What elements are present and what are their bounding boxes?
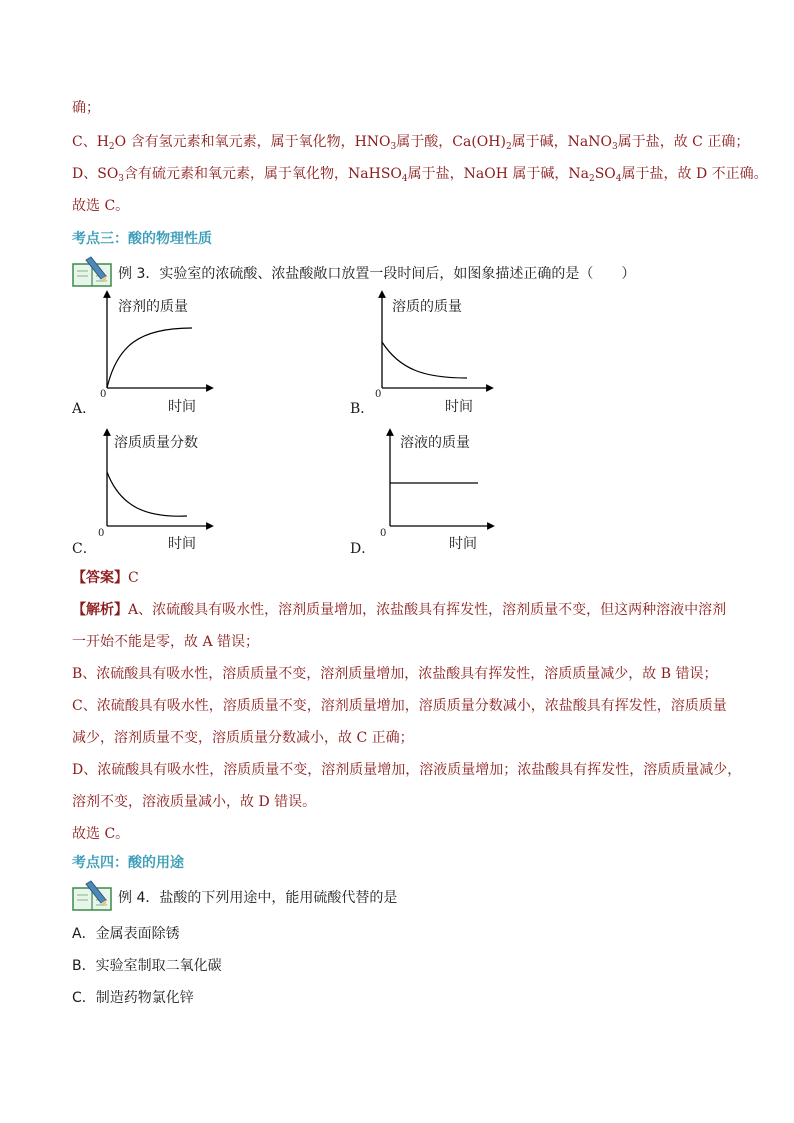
example-3-question: 例 3．实验室的浓硫酸、浓盐酸敞口放置一段时间后，如图象描述正确的是（ ） bbox=[118, 266, 636, 282]
section-heading-3: 考点三：酸的物理性质 bbox=[72, 231, 212, 247]
chart-a-curve bbox=[107, 328, 192, 388]
option-4a: A．金属表面除锈 bbox=[72, 926, 180, 942]
option-4b: B．实验室制取二氧化碳 bbox=[72, 958, 222, 974]
chart-b-curve bbox=[382, 342, 467, 378]
chart-c-curve bbox=[107, 472, 187, 516]
choose-line: 故选 C。 bbox=[72, 826, 130, 842]
answer-value: C bbox=[128, 570, 139, 586]
analysis-line-1: 【解析】A、浓硫酸具有吸水性，溶剂质量增加，浓盐酸具有挥发性，溶剂质量不变，但这两种溶液中溶剂 bbox=[72, 602, 727, 618]
option-4c: C．制造药物氯化锌 bbox=[72, 990, 194, 1006]
notebook-pencil-icon bbox=[72, 880, 114, 912]
chart-a-x-label: 时间 bbox=[168, 399, 196, 415]
analysis-line-6: D、浓硫酸具有吸水性，溶质质量不变，溶剂质量增加，溶液质量增加；浓盐酸具有挥发性，溶质质量减少， bbox=[72, 762, 742, 778]
chart-b-x-label: 时间 bbox=[445, 399, 473, 415]
chart-d-origin: 0 bbox=[380, 528, 387, 539]
analysis-line-4: C、浓硫酸具有吸水性，溶质质量不变，溶剂质量增加，溶质质量分数减小，浓盐酸具有挥发性，溶质质量 bbox=[72, 698, 727, 714]
chart-a-title: 溶剂的质量 bbox=[118, 299, 188, 315]
notebook-pencil-icon bbox=[72, 256, 114, 288]
option-a-label: A． bbox=[72, 401, 97, 417]
answer-line bbox=[72, 568, 139, 588]
chart-b-title: 溶质的质量 bbox=[392, 299, 462, 315]
chart-c-x-label: 时间 bbox=[168, 536, 196, 552]
chart-b-origin: 0 bbox=[375, 389, 382, 400]
option-c-label: C． bbox=[72, 541, 97, 557]
analysis-line-7: 溶剂不变，溶液质量减小，故 D 错误。 bbox=[72, 794, 317, 810]
option-c-explanation: C、$H_2O$ 含有氢元素和氧元素，属于氧化物，$HNO_3$属于酸，$Ca(OH)_2$属于碱，NaNO$_3$属于盐，故 C 正确； bbox=[72, 134, 750, 152]
analysis-line-3: B、浓硫酸具有吸水性，溶质质量不变，溶剂质量增加，浓盐酸具有挥发性，溶质质量减少，故 B 错误； bbox=[72, 666, 718, 682]
analysis-line-2: 一开始不能是零，故 A 错误； bbox=[72, 634, 260, 650]
chart-d-x-label: 时间 bbox=[449, 536, 477, 552]
example-4-question: 例 4．盐酸的下列用途中，能用硫酸代替的是 bbox=[118, 890, 398, 906]
chart-d-title: 溶液的质量 bbox=[400, 435, 470, 451]
chart-c-origin: 0 bbox=[98, 528, 105, 539]
option-d-explanation: D、$SO_3$含有硫元素和氧元素，属于氧化物，NaHSO$_4$属于盐，NaOH 属于碱，$Na_2SO_4$属于盐，故 D 不正确。 bbox=[72, 166, 768, 184]
option-b-label: B． bbox=[350, 401, 375, 417]
analysis-line-5: 减少，溶剂质量不变，溶质质量分数减小，故 C 正确； bbox=[72, 730, 414, 746]
continuation-text: 确； bbox=[72, 100, 100, 116]
answer-tag: 【答案】 bbox=[72, 570, 128, 586]
section-heading-4: 考点四：酸的用途 bbox=[72, 855, 184, 871]
chart-a-origin: 0 bbox=[100, 389, 107, 400]
chart-c-title: 溶质质量分数 bbox=[114, 435, 198, 451]
option-d-label: D． bbox=[350, 541, 376, 557]
choose-line-prev: 故选 C。 bbox=[72, 198, 130, 214]
